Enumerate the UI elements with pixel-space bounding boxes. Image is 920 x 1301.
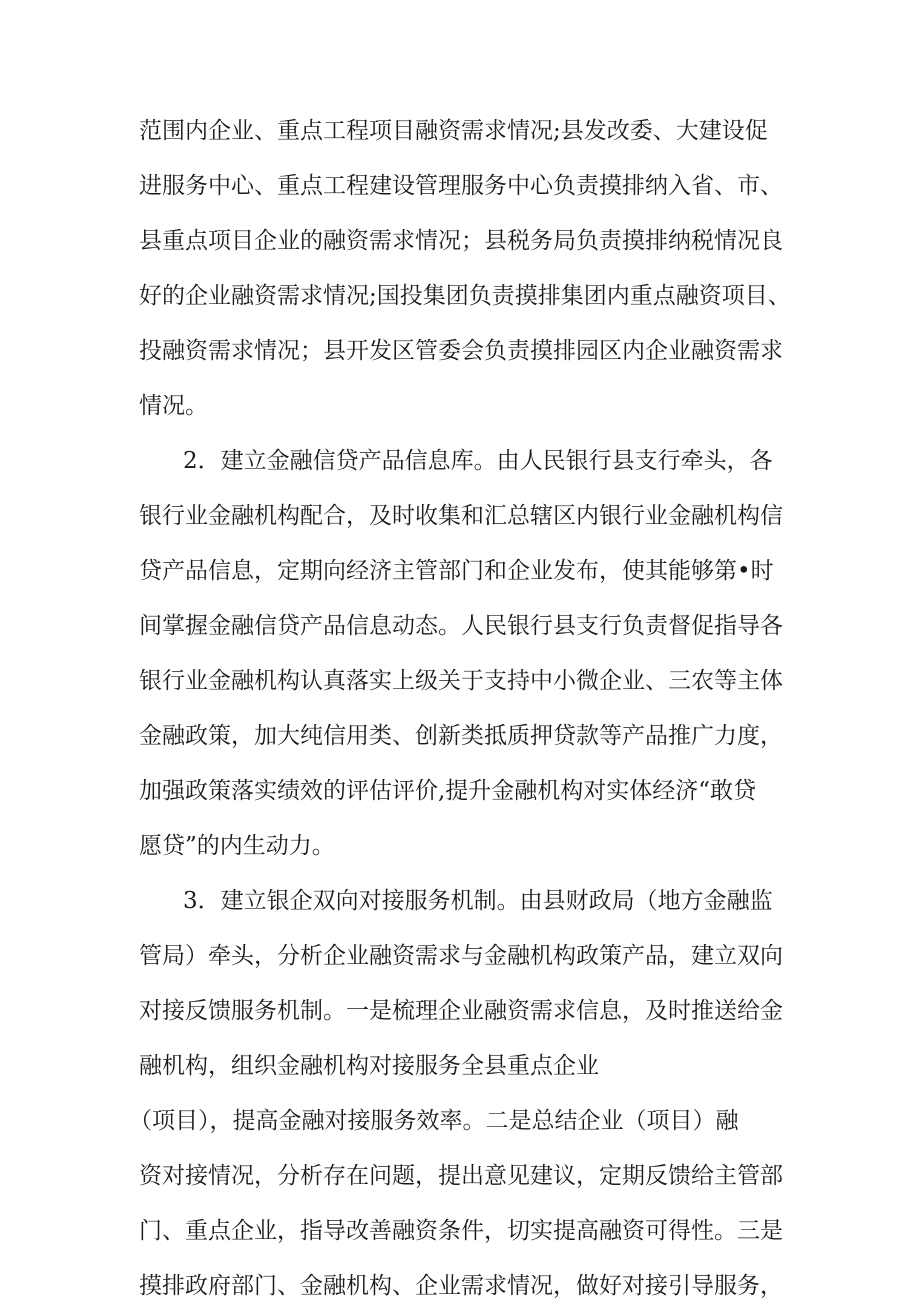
text-line-20: 资对接情况，分析存在问题，提出意见建议，定期反馈给主管部 [139, 1163, 783, 1189]
text-line-16: 管局）牵头，分析企业融资需求与金融机构政策产品，建立双向 [139, 943, 783, 969]
text-line-11: 银行业金融机构认真落实上级关于支持中小微企业、三农等主体 [139, 668, 783, 694]
text-line-2: 进服务中心、重点工程建设管理服务中心负责摸排纳入省、市、 [139, 173, 783, 199]
text-line-5: 投融资需求情况；县开发区管委会负责摸排园区内企业融资需求 [139, 338, 783, 364]
text-line-8: 银行业金融机构配合，及时收集和汇总辖区内银行业金融机构信 [139, 503, 783, 529]
text-line-6: 情况。 [139, 393, 208, 419]
text-line-21: 门、重点企业，指导改善融资条件，切实提高融资可得性。三是 [139, 1218, 783, 1244]
text-line-3: 县重点项目企业的融资需求情况；县税务局负责摸排纳税情况良 [139, 228, 783, 254]
text-line-7: 2．建立金融信贷产品信息库。由人民银行县支行牵头，各 [183, 448, 773, 474]
text-line-14: 愿贷”的内生动力。 [139, 833, 335, 859]
text-line-9: 贷产品信息，定期向经济主管部门和企业发布，使其能够第•时 [139, 558, 774, 584]
text-line-22: 摸排政府部门、金融机构、企业需求情况，做好对接引导服务， [139, 1273, 783, 1299]
text-line-17: 对接反馈服务机制。一是梳理企业融资需求信息，及时推送给金 [139, 998, 783, 1024]
text-line-15: 3．建立银企双向对接服务机制。由县财政局（地方金融监 [183, 888, 773, 914]
text-line-10: 间掌握金融信贷产品信息动态。人民银行县支行负责督促指导各 [139, 613, 783, 639]
text-line-13: 加强政策落实绩效的评估评价,提升金融机构对实体经济“敢贷 [139, 778, 757, 804]
text-line-4: 好的企业融资需求情况;国投集团负责摸排集团内重点融资项目、 [139, 283, 791, 309]
text-line-1: 范围内企业、重点工程项目融资需求情况;县发改委、大建设促 [139, 118, 768, 144]
text-line-18: 融机构，组织金融机构对接服务全县重点企业 [139, 1053, 599, 1079]
text-line-12: 金融政策，加大纯信用类、创新类抵质押贷款等产品推广力度， [139, 723, 783, 749]
text-line-19: （项目），提高金融对接服务效率。二是总结企业（项目）融 [129, 1108, 739, 1134]
